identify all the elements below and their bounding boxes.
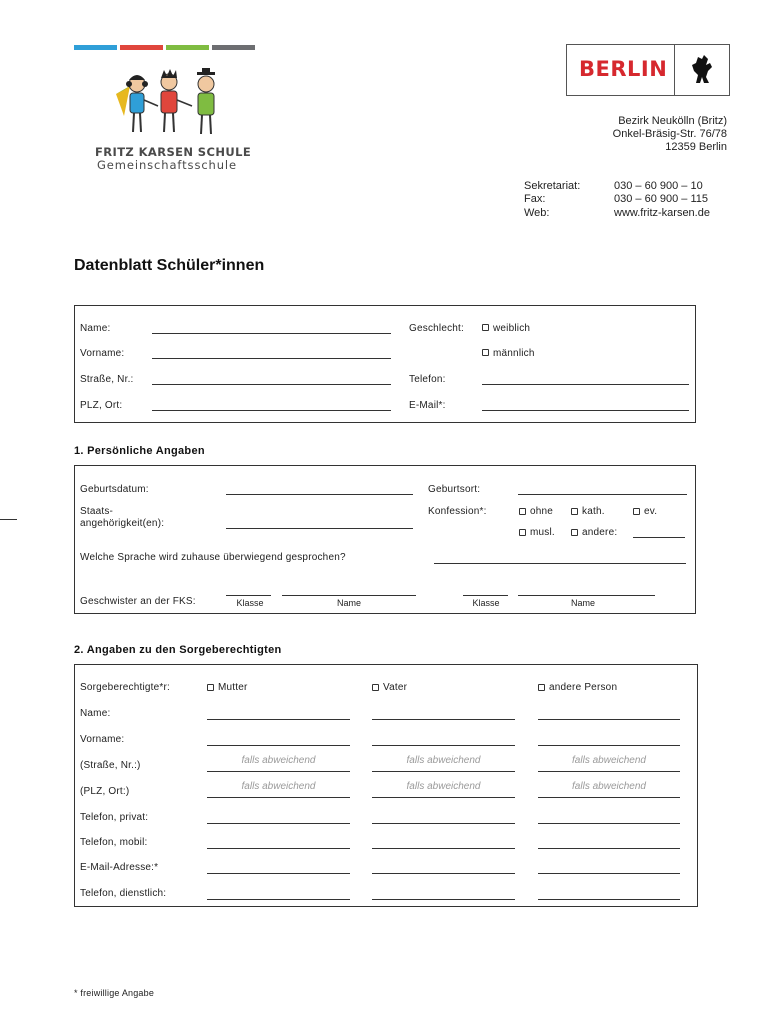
label-ohne: ohne <box>530 506 554 517</box>
label-sprache: Welche Sprache wird zuhause überwiegend gesprochen? <box>80 552 346 563</box>
label-musl: musl. <box>530 527 555 538</box>
guardian-3-telefon-mobil[interactable] <box>538 848 680 849</box>
guardian-label-strasse: (Straße, Nr.:) <box>80 760 141 771</box>
guardian-3-name[interactable] <box>538 719 680 720</box>
color-bar-red <box>120 45 163 50</box>
label-andere-person: andere Person <box>549 682 618 693</box>
guardian-2-vorname[interactable] <box>372 745 515 746</box>
field-strasse[interactable] <box>152 384 391 385</box>
guardian-1-telefon-dienstlich[interactable] <box>207 899 350 900</box>
school-subtitle: Gemeinschaftsschule <box>97 158 238 172</box>
label-name: Name: <box>80 323 111 334</box>
label-geschlecht: Geschlecht: <box>409 323 465 334</box>
checkbox-vater[interactable] <box>372 684 379 691</box>
student-box <box>74 305 696 423</box>
guardian-3-vorname[interactable] <box>538 745 680 746</box>
page-title: Datenblatt Schüler*innen <box>74 257 265 274</box>
checkbox-ohne[interactable] <box>519 508 526 515</box>
guardian-label-email: E-Mail-Adresse:* <box>80 862 159 873</box>
section-1-heading: 1. Persönliche Angaben <box>74 445 205 457</box>
guardian-label-telefon-dienstlich: Telefon, dienstlich: <box>80 888 167 899</box>
field-telefon[interactable] <box>482 384 689 385</box>
address-line-3: 12359 Berlin <box>665 141 727 153</box>
field-andere-konfession[interactable] <box>633 537 685 538</box>
field-geburtsort[interactable] <box>518 494 687 495</box>
guardian-label-name: Name: <box>80 708 111 719</box>
label-staats-1: Staats- <box>80 506 114 517</box>
footnote: * freiwillige Angabe <box>74 988 155 998</box>
guardian-2-strasse-hint: falls abweichend <box>406 755 481 766</box>
checkbox-ev[interactable] <box>633 508 640 515</box>
contact-value-web[interactable]: www.fritz-karsen.de <box>614 207 710 219</box>
label-email: E-Mail*: <box>409 400 446 411</box>
guardian-1-strasse-hint: falls abweichend <box>241 755 316 766</box>
guardian-3-plz[interactable] <box>538 797 680 798</box>
contact-label-web: Web: <box>524 207 550 219</box>
checkbox-musl[interactable] <box>519 529 526 536</box>
guardian-3-telefon-dienstlich[interactable] <box>538 899 680 900</box>
color-bar-green <box>166 45 209 50</box>
personal-box <box>74 465 696 614</box>
label-vater: Vater <box>383 682 408 693</box>
guardian-1-plz-hint: falls abweichend <box>241 781 316 792</box>
label-staats-2: angehörigkeit(en): <box>80 518 165 529</box>
field-geburtsdatum[interactable] <box>226 494 413 495</box>
field-email[interactable] <box>482 410 689 411</box>
checkbox-weiblich[interactable] <box>482 324 489 331</box>
berlin-logo <box>566 44 730 96</box>
field-vorname[interactable] <box>152 358 391 359</box>
contact-value-fax: 030 – 60 900 – 115 <box>614 193 708 205</box>
label-ev: ev. <box>644 506 658 517</box>
color-bar-gray <box>212 45 255 50</box>
caption-name-1: Name <box>336 598 361 608</box>
berlin-bear-icon <box>682 53 722 87</box>
field-geschwister-1-klasse[interactable] <box>226 595 271 596</box>
contact-label-fax: Fax: <box>524 193 546 205</box>
field-staatsangehoerigkeit[interactable] <box>226 528 413 529</box>
section-2-heading: 2. Angaben zu den Sorgeberechtigten <box>74 644 282 656</box>
guardian-2-email[interactable] <box>372 873 515 874</box>
label-maennlich: männlich <box>493 348 535 359</box>
guardian-2-telefon-dienstlich[interactable] <box>372 899 515 900</box>
guardian-label-telefon-mobil: Telefon, mobil: <box>80 837 148 848</box>
address-line-2: Onkel-Bräsig-Str. 76/78 <box>612 128 727 140</box>
label-weiblich: weiblich <box>493 323 531 334</box>
label-strasse: Straße, Nr.: <box>80 374 134 385</box>
field-sprache[interactable] <box>434 563 686 564</box>
guardian-3-telefon-privat[interactable] <box>538 823 680 824</box>
guardian-1-vorname[interactable] <box>207 745 350 746</box>
guardian-1-telefon-mobil[interactable] <box>207 848 350 849</box>
checkbox-mutter[interactable] <box>207 684 214 691</box>
checkbox-maennlich[interactable] <box>482 349 489 356</box>
guardian-2-telefon-mobil[interactable] <box>372 848 515 849</box>
label-kath: kath. <box>582 506 605 517</box>
guardian-label-telefon-privat: Telefon, privat: <box>80 812 149 823</box>
school-logo-children-icon <box>110 64 230 144</box>
berlin-logo-text: BERLIN <box>579 57 668 81</box>
field-geschwister-2-klasse[interactable] <box>463 595 508 596</box>
checkbox-kath[interactable] <box>571 508 578 515</box>
label-geburtsdatum: Geburtsdatum: <box>80 484 149 495</box>
label-andere-konfession: andere: <box>582 527 618 538</box>
guardian-3-email[interactable] <box>538 873 680 874</box>
address-line-1: Bezirk Neukölln (Britz) <box>618 115 727 127</box>
guardian-1-email[interactable] <box>207 873 350 874</box>
label-konfession: Konfession*: <box>428 506 487 517</box>
guardian-3-plz-hint: falls abweichend <box>572 781 646 792</box>
checkbox-andere-konfession[interactable] <box>571 529 578 536</box>
guardian-3-strasse[interactable] <box>538 771 680 772</box>
margin-mark <box>0 519 17 520</box>
guardian-label-vorname: Vorname: <box>80 734 125 745</box>
guardian-1-strasse[interactable] <box>207 771 350 772</box>
berlin-logo-divider <box>674 45 675 95</box>
caption-klasse-2: Klasse <box>472 598 500 608</box>
label-telefon: Telefon: <box>409 374 446 385</box>
caption-name-2: Name <box>570 598 595 608</box>
field-geschwister-2-name[interactable] <box>518 595 655 596</box>
label-vorname: Vorname: <box>80 348 125 359</box>
caption-klasse-1: Klasse <box>236 598 264 608</box>
guardian-2-telefon-privat[interactable] <box>372 823 515 824</box>
guardian-1-plz[interactable] <box>207 797 350 798</box>
school-name: FRITZ KARSEN SCHULE <box>95 145 252 159</box>
guardian-2-name[interactable] <box>372 719 515 720</box>
field-geschwister-1-name[interactable] <box>282 595 416 596</box>
label-geburtsort: Geburtsort: <box>428 484 481 495</box>
guardian-3-strasse-hint: falls abweichend <box>572 755 646 766</box>
guardian-2-strasse[interactable] <box>372 771 515 772</box>
field-plz[interactable] <box>152 410 391 411</box>
guardian-1-telefon-privat[interactable] <box>207 823 350 824</box>
guardian-2-plz-hint: falls abweichend <box>406 781 481 792</box>
guardian-1-name[interactable] <box>207 719 350 720</box>
checkbox-andere-person[interactable] <box>538 684 545 691</box>
label-geschwister: Geschwister an der FKS: <box>80 596 196 607</box>
contact-label-sekretariat: Sekretariat: <box>524 180 581 192</box>
contact-value-sekretariat: 030 – 60 900 – 10 <box>614 180 703 192</box>
field-name[interactable] <box>152 333 391 334</box>
label-plz: PLZ, Ort: <box>80 400 123 411</box>
guardian-label-plz: (PLZ, Ort:) <box>80 786 130 797</box>
color-bar-blue <box>74 45 117 50</box>
label-sorgeberechtigte: Sorgeberechtigte*r: <box>80 682 170 693</box>
label-mutter: Mutter <box>218 682 248 693</box>
guardian-2-plz[interactable] <box>372 797 515 798</box>
